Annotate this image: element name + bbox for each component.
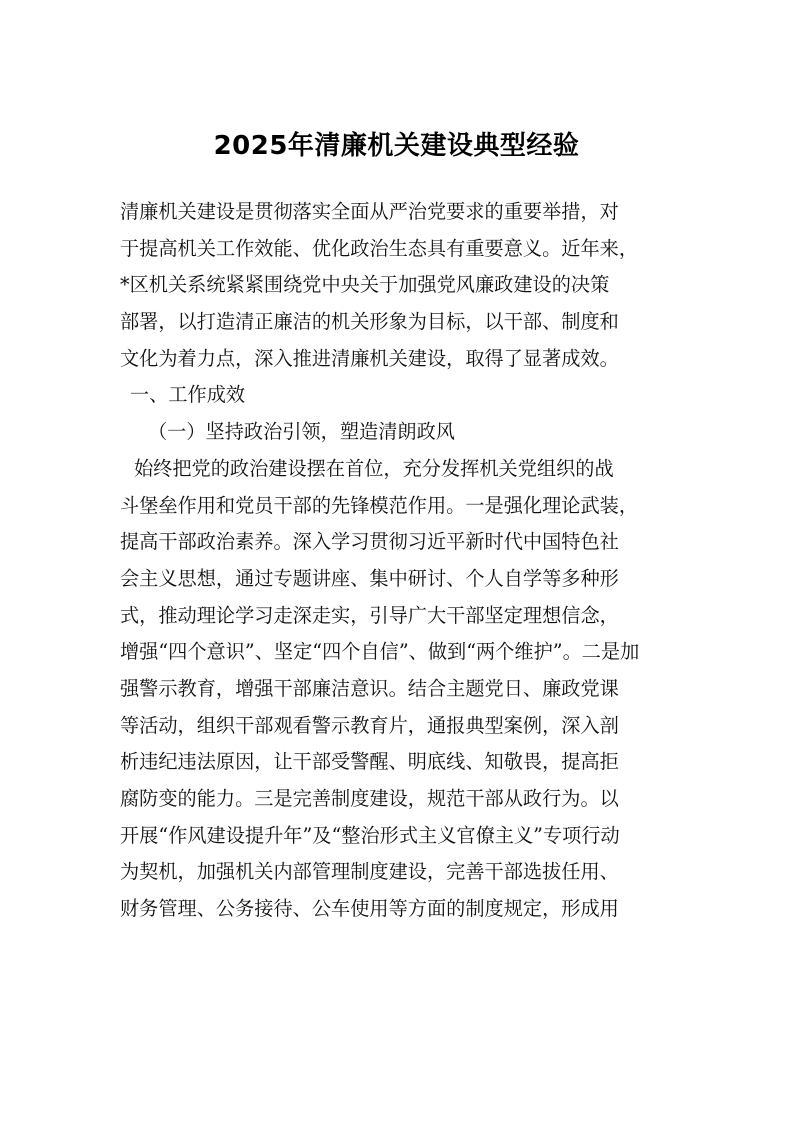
body-line: 财务管理、公务接待、公车使用等方面的制度规定，形成用: [120, 897, 619, 921]
document-body: [120, 194, 690, 928]
body-line: 部署，以打造清正廉洁的机关形象为目标，以干部、制度和: [120, 310, 619, 334]
section-heading: 一、工作成效: [130, 383, 246, 407]
subsection-heading: （一）坚持政治引领，塑造清朗政风: [148, 420, 455, 444]
body-line: 于提高机关工作效能、优化政治生态具有重要意义。近年来，: [120, 236, 639, 260]
body-line: 增强“四个意识”、坚定“四个自信”、做到“两个维护”。二是加: [120, 640, 640, 664]
body-line: 等活动，组织干部观看警示教育片，通报典型案例，深入剖: [120, 713, 619, 737]
body-line: 式，推动理论学习走深走实，引导广大干部坚定理想信念，: [120, 603, 619, 627]
body-line: 析违纪违法原因，让干部受警醒、明底线、知敬畏，提高拒: [120, 750, 619, 774]
body-line: 提高干部政治素养。深入学习贯彻习近平新时代中国特色社: [120, 530, 619, 554]
body-line: 开展“作风建设提升年”及“整治形式主义官僚主义”专项行动: [120, 823, 620, 847]
body-line: 文化为着力点，深入推进清廉机关建设，取得了显著成效。: [120, 346, 619, 370]
body-line: 斗堡垒作用和党员干部的先锋模范作用。一是强化理论武装，: [120, 493, 639, 517]
body-line: 始终把党的政治建设摆在首位，充分发挥机关党组织的战: [134, 456, 614, 480]
body-line: 为契机，加强机关内部管理制度建设，完善干部选拔任用、: [120, 860, 619, 884]
body-line: 会主义思想，通过专题讲座、集中研讨、个人自学等多种形: [120, 566, 619, 590]
body-line: 清廉机关建设是贯彻落实全面从严治党要求的重要举措，对: [120, 200, 619, 223]
document-title: 2025年清廉机关建设典型经验: [213, 131, 580, 161]
body-line: *区机关系统紧紧围绕党中央关于加强党风廉政建设的决策: [120, 273, 610, 297]
body-line: 强警示教育，增强干部廉洁意识。结合主题党日、廉政党课: [120, 676, 619, 700]
body-line: 腐防变的能力。三是完善制度建设，规范干部从政行为。以: [120, 787, 619, 810]
